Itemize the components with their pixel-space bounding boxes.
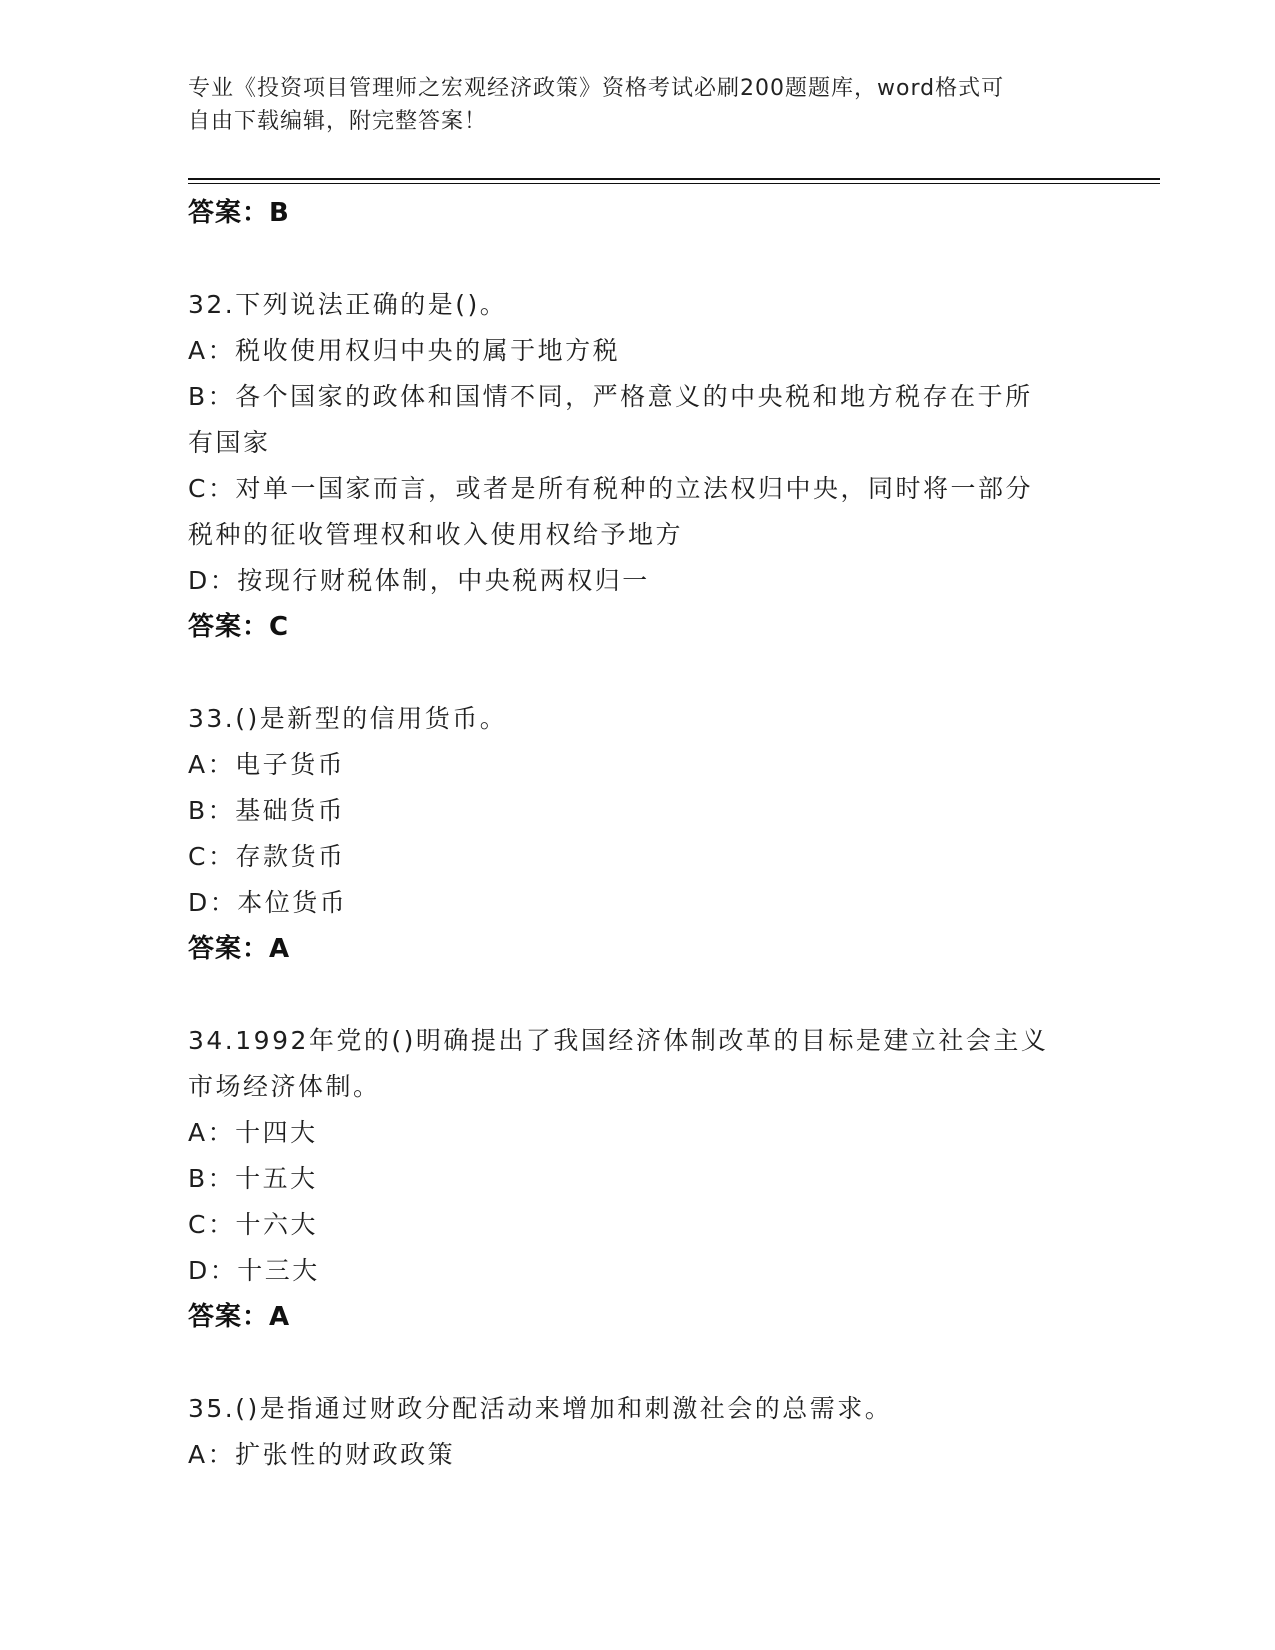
option-line: A：扩张性的财政政策 xyxy=(188,1440,456,1469)
option-line: A：十四大 xyxy=(188,1118,318,1147)
header-line-1: 专业《投资项目管理师之宏观经济政策》资格考试必刷200题题库，word格式可 xyxy=(188,76,1005,101)
option-line: C：十六大 xyxy=(188,1210,318,1239)
question-list xyxy=(188,190,1088,1478)
question-stem-line: 35.()是指通过财政分配活动来增加和刺激社会的总需求。 xyxy=(188,1394,893,1423)
question-stem-line: 33.()是新型的信用货币。 xyxy=(188,704,508,733)
option-line: A：电子货币 xyxy=(188,750,346,779)
question-block xyxy=(188,282,1088,650)
answer-line: 答案：A xyxy=(188,934,291,964)
question-block xyxy=(188,1386,1088,1478)
option-line: C：对单一国家而言，或者是所有税种的立法权归中央，同时将一部分 xyxy=(188,474,1033,503)
option-line: D：按现行财税体制，中央税两权归一 xyxy=(188,566,650,595)
question-block xyxy=(188,1018,1088,1340)
question-stem-line: 34.1992年党的()明确提出了我国经济体制改革的目标是建立社会主义 xyxy=(188,1026,1049,1055)
question-spacer xyxy=(188,972,1088,1018)
question-stem-line: 市场经济体制。 xyxy=(188,1072,381,1101)
header-divider-thin xyxy=(188,183,1160,184)
option-line: B：基础货币 xyxy=(188,796,346,825)
question-spacer xyxy=(188,236,1088,282)
option-line: 有国家 xyxy=(188,428,271,457)
answer-line: 答案：C xyxy=(188,612,290,642)
option-line: D：本位货币 xyxy=(188,888,348,917)
question-spacer xyxy=(188,1340,1088,1386)
document-header xyxy=(188,72,1068,138)
option-line: B：十五大 xyxy=(188,1164,318,1193)
question-stem-line: 32.下列说法正确的是()。 xyxy=(188,290,508,319)
header-divider-thick xyxy=(188,178,1160,180)
option-line: C：存款货币 xyxy=(188,842,346,871)
option-line: D：十三大 xyxy=(188,1256,320,1285)
answer-line: 答案：A xyxy=(188,1302,291,1332)
option-line: A：税收使用权归中央的属于地方税 xyxy=(188,336,621,365)
question-block xyxy=(188,696,1088,972)
header-line-2: 自由下载编辑，附完整答案！ xyxy=(188,109,488,134)
question-spacer xyxy=(188,650,1088,696)
option-line: B：各个国家的政体和国情不同，严格意义的中央税和地方税存在于所 xyxy=(188,382,1033,411)
option-line: 税种的征收管理权和收入使用权给予地方 xyxy=(188,520,684,549)
questions-container xyxy=(188,236,1088,1478)
previous-answer: 答案：B xyxy=(188,198,290,228)
